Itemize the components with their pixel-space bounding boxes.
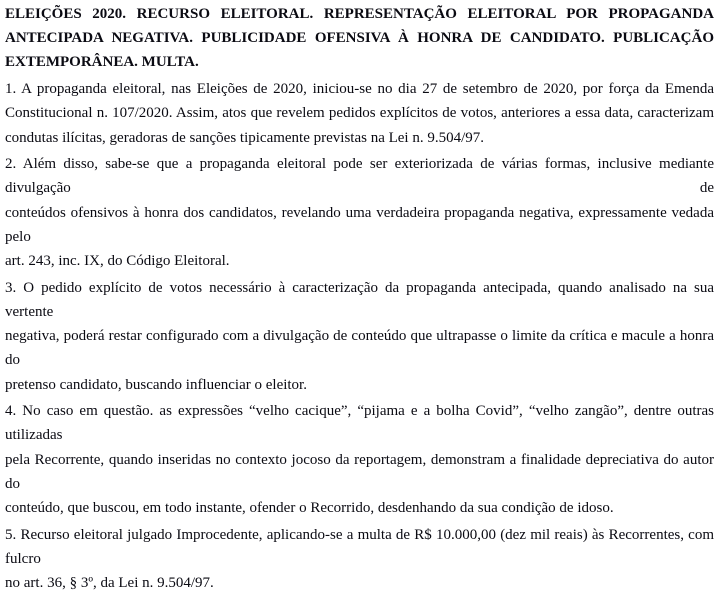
paragraph-line: negativa, poderá restar configurado com a divulgação de conteúdo que ultrapasse o limite da crítica e macule a honra do [5,328,714,369]
paragraph-line: 4. No caso em questão. as expressões “velho cacique”, “pijama e a bolha Covid”, “velho zangão”, dentre outras utilizadas [5,403,714,444]
paragraph-line: 2. Além disso, sabe-se que a propaganda eleitoral pode ser exteriorizada de várias formas, inclusive mediante divulgação de [5,156,714,197]
paragraph-1 [5,77,714,150]
paragraph-line: Constitucional n. 107/2020. Assim, atos que revelem pedidos explícitos de votos, anteriores a essa data, caracterizam [5,105,714,122]
paragraph-line: 3. O pedido explícito de votos necessário à caracterização da propaganda antecipada, quando analisado na sua vertente [5,279,714,320]
headnote-line: EXTEMPORÂNEA. MULTA. [5,54,199,71]
paragraph-line: pretenso candidato, buscando influenciar o eleitor. [5,376,307,393]
headnote-line: ANTECIPADA NEGATIVA. PUBLICIDADE OFENSIVA À HONRA DE CANDIDATO. PUBLICAÇÃO [5,30,714,47]
paragraph-line: conteúdos ofensivos à honra dos candidatos, revelando uma verdadeira propaganda negativa, expressamente vedada pelo [5,204,714,245]
paragraph-line: pela Recorrente, quando inseridas no contexto jocoso da reportagem, demonstram a finalidade depreciativa do autor do [5,451,714,492]
paragraph-line: no art. 36, § 3º, da Lei n. 9.504/97. [5,575,214,592]
paragraph-4 [5,399,714,520]
headnote-line: ELEIÇÕES 2020. RECURSO ELEITORAL. REPRESENTAÇÃO ELEITORAL POR PROPAGANDA [5,6,714,22]
paragraph-line: 1. A propaganda eleitoral, nas Eleições de 2020, iniciou-se no dia 27 de setembro de 2020, por força da Emenda [5,81,714,98]
paragraph-3 [5,276,714,397]
paragraph-line: conteúdo, que buscou, em todo instante, ofender o Recorrido, desdenhando da sua condição de idoso. [5,500,614,517]
paragraph-line: 5. Recurso eleitoral julgado Improcedente, aplicando-se a multa de R$ 10.000,00 (dez mil reais) às Recorrentes, com fulcro [5,526,714,567]
paragraph-line: art. 243, inc. IX, do Código Eleitoral. [5,253,230,270]
paragraph-2 [5,152,714,273]
headnote [5,2,714,75]
paragraph-5 [5,523,714,595]
paragraph-list [5,77,714,595]
paragraph-line: condutas ilícitas, geradoras de sanções tipicamente previstas na Lei n. 9.504/97. [5,129,485,146]
